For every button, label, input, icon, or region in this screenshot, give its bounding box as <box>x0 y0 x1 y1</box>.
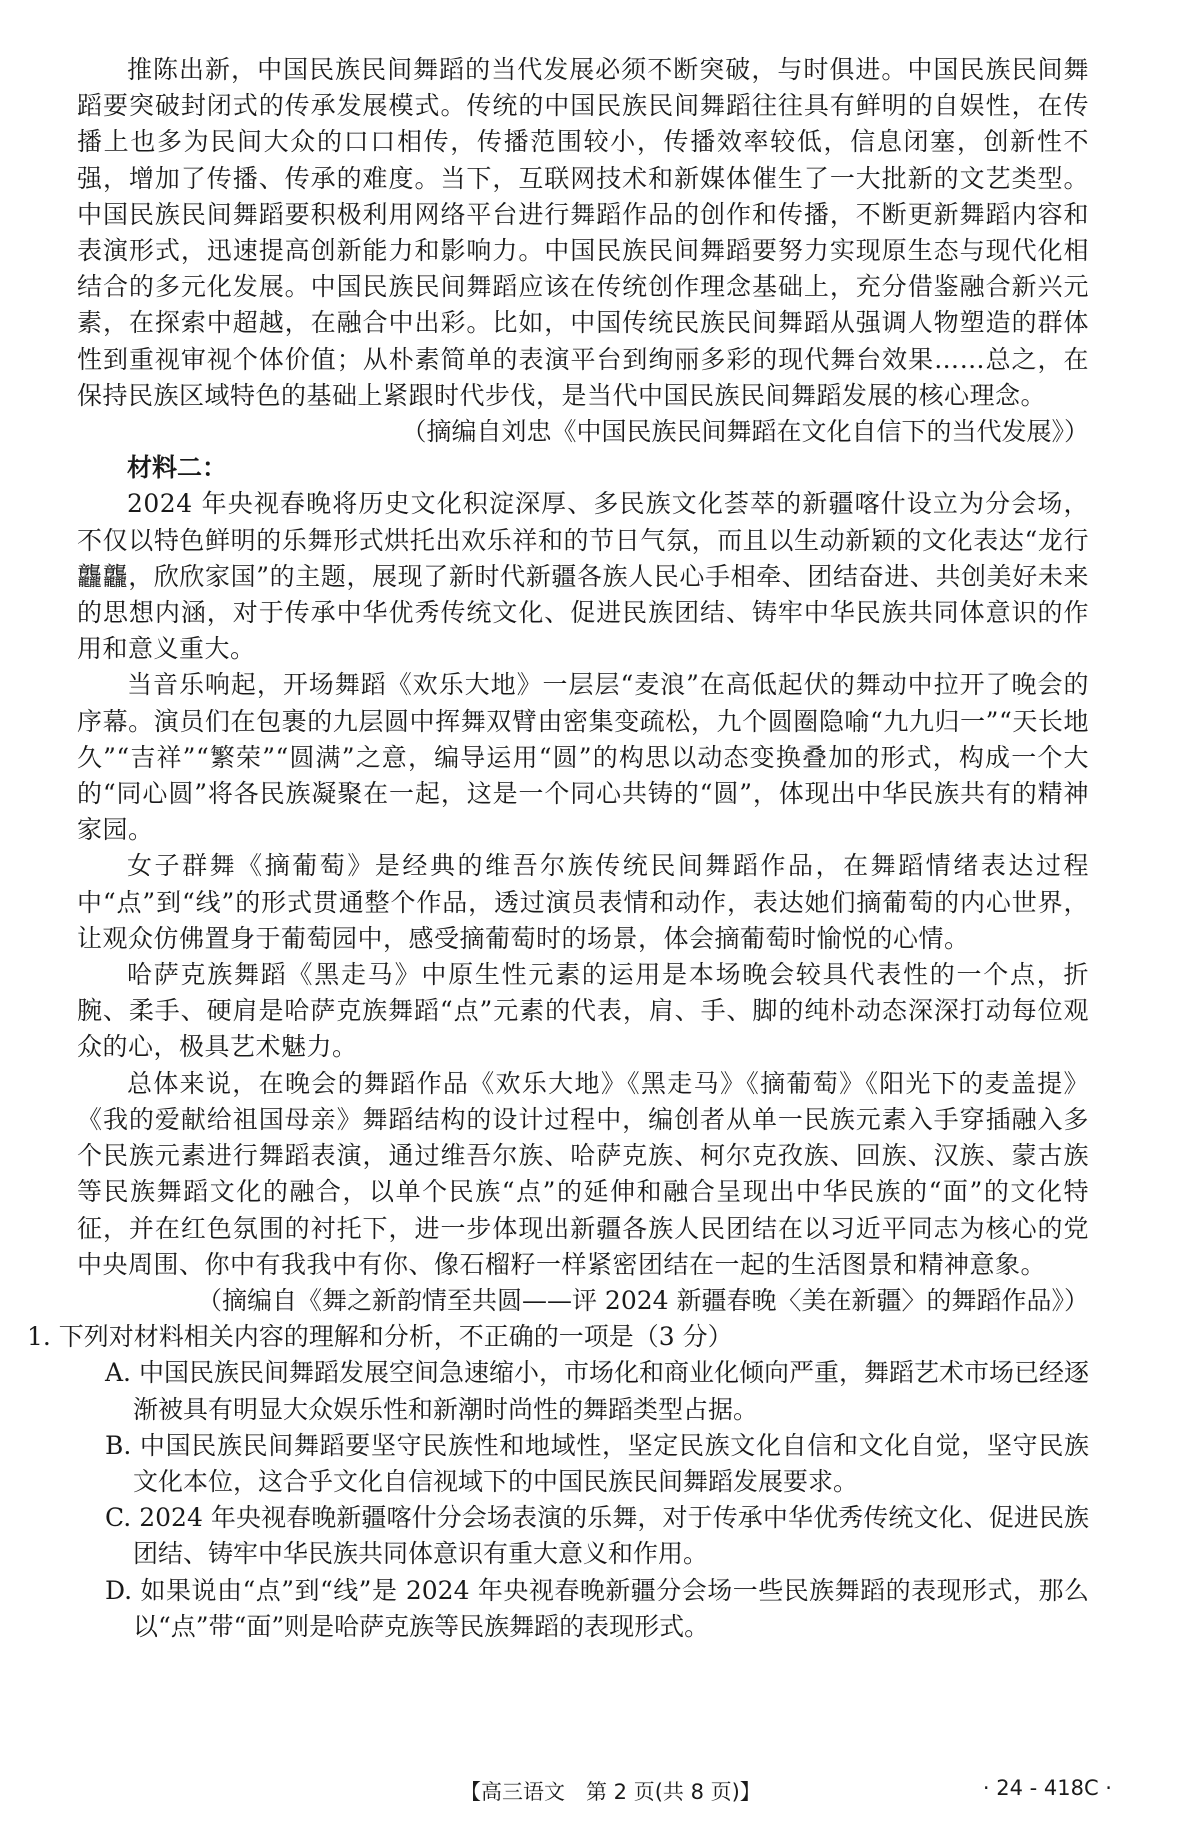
footer-exam-code: · 24 - 418C · <box>982 1776 1112 1800</box>
material-two-paragraph: 当音乐响起，开场舞蹈《欢乐大地》一层层“麦浪”在高低起伏的舞动中拉开了晚会的序幕。演员们在包裹的九层圆中挥舞双臂由密集变疏松，九个圆圈隐喻“九九归一”“天长地久”“吉祥”“繁荣”“圆满”之意，编导运用“圆”的构思以动态变换叠加的形式，构成一个大的“同心圆”将各民族凝聚在一起，这是一个同心共铸的“圆”，体现出中华民族共有的精神家园。 <box>77 670 1089 845</box>
material-two-paragraph: 女子群舞《摘葡萄》是经典的维吾尔族传统民间舞蹈作品，在舞蹈情绪表达过程中“点”到“线”的形式贯通整个作品，透过演员表情和动作，表达她们摘葡萄的内心世界，让观众仿佛置身于葡萄园中，感受摘葡萄时的场景，体会摘葡萄时愉悦的心情。 <box>77 851 1089 953</box>
option-a: A. 中国民族民间舞蹈发展空间急速缩小，市场化和商业化倾向严重，舞蹈艺术市场已经逐渐被具有明显大众娱乐性和新潮时尚性的舞蹈类型占据。 <box>105 1358 1089 1424</box>
source-citation-two: （摘编自《舞之新韵情至共圆——评 2024 新疆春晚〈美在新疆〉的舞蹈作品》） <box>196 1285 1089 1315</box>
material-two-paragraph: 总体来说，在晚会的舞蹈作品《欢乐大地》《黑走马》《摘葡萄》《阳光下的麦盖提》《我的爱献给祖国母亲》舞蹈结构的设计过程中，编创者从单一民族元素入手穿插融入多个民族元素进行舞蹈表演，通过维吾尔族、哈萨克族、柯尔克孜族、回族、汉族、蒙古族等民族舞蹈文化的融合，以单个民族“点”的延伸和融合呈现出中华民族的“面”的文化特征，并在红色氛围的衬托下，进一步体现出新疆各族人民团结在以习近平同志为核心的党中央周围、你中有我我中有你、像石榴籽一样紧密团结在一起的生活图景和精神意象。 <box>77 1068 1089 1279</box>
source-citation-one: （摘编自刘忠《中国民族民间舞蹈在文化自信下的当代发展》） <box>401 417 1089 447</box>
option-c: C. 2024 年央视春晚新疆喀什分会场表演的乐舞，对于传承中华优秀传统文化、促进民族团结、铸牢中华民族共同体意识有重大意义和作用。 <box>105 1503 1089 1569</box>
option-b: B. 中国民族民间舞蹈要坚守民族性和地域性，坚定民族文化自信和文化自觉，坚守民族文化本位，这合乎文化自信视域下的中国民族民间舞蹈发展要求。 <box>105 1430 1089 1496</box>
question-stem: 1. 下列对材料相关内容的理解和分析，不正确的一项是（3 分） <box>27 1322 733 1352</box>
page-content <box>27 52 1089 1645</box>
option-d: D. 如果说由“点”到“线”是 2024 年央视春晚新疆分会场一些民族舞蹈的表现形式，那么以“点”带“面”则是哈萨克族等民族舞蹈的表现形式。 <box>105 1575 1089 1641</box>
footer-page-info: 【高三语文 第 2 页(共 8 页)】 <box>460 1780 761 1804</box>
material-two-paragraph: 哈萨克族舞蹈《黑走马》中原生性元素的运用是本场晚会较具代表性的一个点，折腕、柔手、硬肩是哈萨克族舞蹈“点”元素的代表，肩、手、脚的纯朴动态深深打动每位观众的心，极具艺术魅力。 <box>77 960 1089 1062</box>
material-two-heading: 材料二： <box>127 453 228 483</box>
material-two-paragraph: 2024 年央视春晚将历史文化积淀深厚、多民族文化荟萃的新疆喀什设立为分会场，不仅以特色鲜明的乐舞形式烘托出欢乐祥和的节日气氛，而且以生动新颖的文化表达“龙行龘龘，欣欣家国”的主题，展现了新时代新疆各族人民心手相牵、团结奋进、共创美好未来的思想内涵，对于传承中华优秀传统文化、促进民族团结、铸牢中华民族共同体意识的作用和意义重大。 <box>77 489 1089 664</box>
page-footer <box>0 1776 1200 1810</box>
intro-paragraph: 推陈出新，中国民族民间舞蹈的当代发展必须不断突破，与时俱进。中国民族民间舞蹈要突破封闭式的传承发展模式。传统的中国民族民间舞蹈往往具有鲜明的自娱性，在传播上也多为民间大众的口口相传，传播范围较小，传播效率较低，信息闭塞，创新性不强，增加了传播、传承的难度。当下，互联网技术和新媒体催生了一大批新的文艺类型。中国民族民间舞蹈要积极利用网络平台进行舞蹈作品的创作和传播，不断更新舞蹈内容和表演形式，迅速提高创新能力和影响力。中国民族民间舞蹈要努力实现原生态与现代化相结合的多元化发展。中国民族民间舞蹈应该在传统创作理念基础上，充分借鉴融合新兴元素，在探索中超越，在融合中出彩。比如，中国传统民族民间舞蹈从强调人物塑造的群体性到重视审视个体价值；从朴素简单的表演平台到绚丽多彩的现代舞台效果……总之，在保持民族区域特色的基础上紧跟时代步伐，是当代中国民族民间舞蹈发展的核心理念。 <box>77 55 1089 410</box>
